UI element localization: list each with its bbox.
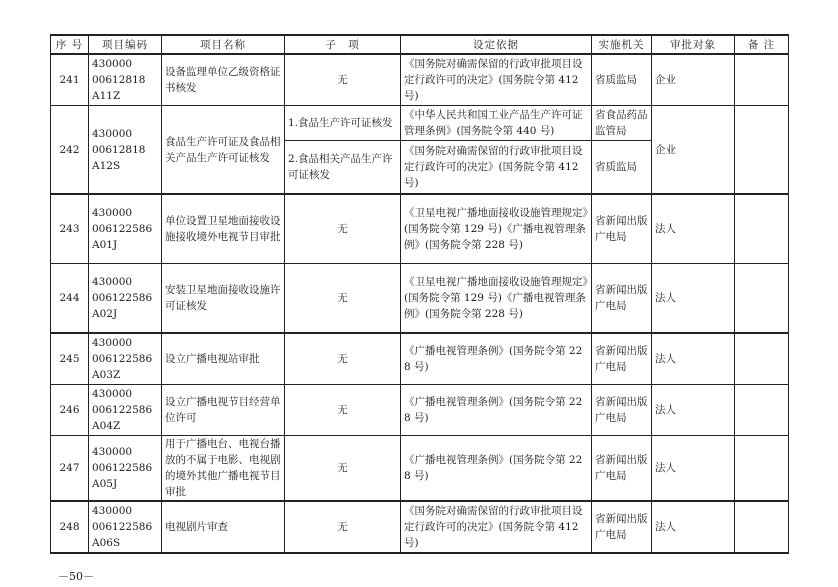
row-note xyxy=(735,436,789,502)
row-name: 设备监理单位乙级资格证书核发 xyxy=(162,54,285,106)
row-authority: 省新闻出版广电局 xyxy=(592,436,652,502)
table-row xyxy=(51,333,789,385)
table-row xyxy=(51,54,789,106)
table-row xyxy=(51,501,789,553)
row-target: 法人 xyxy=(652,194,735,264)
row-note xyxy=(735,106,789,195)
row-name: 设立广播电视站审批 xyxy=(162,333,285,385)
row-target: 法人 xyxy=(652,436,735,502)
row-code xyxy=(89,54,162,106)
row-code xyxy=(89,333,162,385)
header-target: 审批对象 xyxy=(652,35,735,54)
row-code xyxy=(89,264,162,334)
row-authority: 省质监局 xyxy=(592,54,652,106)
row-basis: 《广播电视管理条例》(国务院令第 228 号) xyxy=(401,385,592,436)
row-code-line: 430000 xyxy=(92,505,133,517)
row-code-line: A12S xyxy=(92,159,121,172)
row-sub: 无 xyxy=(285,501,401,553)
row-name: 电视剧片审查 xyxy=(162,501,285,553)
row-code-line: A01J xyxy=(92,239,118,251)
header-note: 备 注 xyxy=(735,35,789,54)
row-authority: 省新闻出版广电局 xyxy=(592,333,652,385)
row-note xyxy=(735,264,789,334)
row-basis: 《国务院对确需保留的行政审批项目设定行政许可的决定》(国务院令第 412 号) xyxy=(401,141,592,195)
table-body xyxy=(51,54,789,553)
row-target: 法人 xyxy=(652,385,735,436)
row-target: 企业 xyxy=(652,106,735,195)
row-code-line: 006122586 xyxy=(92,353,153,365)
row-sub: 1.食品生产许可证核发 xyxy=(285,106,401,141)
row-seq: 245 xyxy=(51,333,89,385)
row-seq: 242 xyxy=(51,106,89,195)
row-authority: 省新闻出版广电局 xyxy=(592,194,652,264)
row-code-line: 430000 xyxy=(92,58,133,70)
row-code-line: A05J xyxy=(92,478,118,490)
row-name: 设立广播电视节目经营单位许可 xyxy=(162,385,285,436)
row-target: 法人 xyxy=(652,333,735,385)
row-authority: 省新闻出版广电局 xyxy=(592,264,652,334)
header-authority: 实施机关 xyxy=(592,35,652,54)
header-basis: 设定依据 xyxy=(401,35,592,54)
row-code-line: 006122586 xyxy=(92,404,153,416)
row-code-line: A04Z xyxy=(92,420,121,432)
row-name: 单位设置卫星地面接收设施接收境外电视节目审批 xyxy=(162,194,285,264)
row-seq: 247 xyxy=(51,436,89,502)
row-code-line: 006122586 xyxy=(92,223,153,235)
row-code-line: 430000 xyxy=(92,127,133,140)
header-sub: 子 项 xyxy=(285,35,401,54)
row-basis: 《广播电视管理条例》(国务院令第 228 号) xyxy=(401,436,592,502)
row-name: 食品生产许可证及食品相关产品生产许可证核发 xyxy=(162,106,285,195)
row-code-line: A11Z xyxy=(92,90,121,102)
table-row xyxy=(51,264,789,334)
row-target: 企业 xyxy=(652,54,735,106)
row-code xyxy=(89,194,162,264)
row-code-line: 430000 xyxy=(92,388,133,400)
row-basis: 《国务院对确需保留的行政审批项目设定行政许可的决定》(国务院令第 412 号) xyxy=(401,54,592,106)
table-row xyxy=(51,436,789,502)
row-sub: 无 xyxy=(285,54,401,106)
row-seq: 244 xyxy=(51,264,89,334)
row-code-line: A03Z xyxy=(92,369,121,381)
row-seq: 241 xyxy=(51,54,89,106)
row-target: 法人 xyxy=(652,264,735,334)
row-code-line: 00612818 xyxy=(92,74,146,86)
row-seq: 243 xyxy=(51,194,89,264)
table-row xyxy=(51,194,789,264)
header-row xyxy=(51,35,789,54)
row-code xyxy=(89,436,162,502)
row-note xyxy=(735,333,789,385)
header-name: 项目名称 xyxy=(162,35,285,54)
header-code: 项目编码 xyxy=(89,35,162,54)
row-note xyxy=(735,385,789,436)
row-sub: 无 xyxy=(285,194,401,264)
table-row xyxy=(51,106,789,141)
row-code-line: 00612818 xyxy=(92,143,146,156)
row-target: 法人 xyxy=(652,501,735,553)
table-row xyxy=(51,385,789,436)
row-authority: 省新闻出版广电局 xyxy=(592,501,652,553)
row-sub: 无 xyxy=(285,436,401,502)
row-code-line: A06S xyxy=(92,537,121,549)
row-basis: 《国务院对确需保留的行政审批项目设定行政许可的决定》(国务院令第 412 号) xyxy=(401,501,592,553)
row-name: 安装卫星地面接收设施许可证核发 xyxy=(162,264,285,334)
row-code-line: 006122586 xyxy=(92,462,153,474)
row-code-line: 006122586 xyxy=(92,521,153,533)
row-note xyxy=(735,54,789,106)
row-seq: 248 xyxy=(51,501,89,553)
row-code-line: 430000 xyxy=(92,446,133,458)
row-sub: 无 xyxy=(285,385,401,436)
row-code-line: 430000 xyxy=(92,207,133,219)
row-sub: 无 xyxy=(285,333,401,385)
row-code xyxy=(89,106,162,195)
row-note xyxy=(735,501,789,553)
row-basis: 《卫星电视广播地面接收设施管理规定》(国务院令第 129 号)《广播电视管理条例》(国务院令第 228 号) xyxy=(401,194,592,264)
approval-items-table xyxy=(50,34,789,554)
row-authority: 省新闻出版广电局 xyxy=(592,385,652,436)
row-code-line: 430000 xyxy=(92,276,133,288)
row-basis: 《广播电视管理条例》(国务院令第 228 号) xyxy=(401,333,592,385)
row-code xyxy=(89,501,162,553)
row-code-line: 430000 xyxy=(92,337,133,349)
row-sub: 无 xyxy=(285,264,401,334)
row-basis: 《中华人民共和国工业产品生产许可证管理条例》(国务院令第 440 号) xyxy=(401,106,592,141)
row-seq: 246 xyxy=(51,385,89,436)
page-number: －50－ xyxy=(58,570,94,583)
row-note xyxy=(735,194,789,264)
row-authority: 省质监局 xyxy=(592,141,652,195)
row-code xyxy=(89,385,162,436)
row-code-line: A02J xyxy=(92,308,118,320)
row-authority: 省食品药品监管局 xyxy=(592,106,652,141)
header-seq: 序 号 xyxy=(51,35,89,54)
row-code-line: 006122586 xyxy=(92,292,153,304)
row-basis: 《卫星电视广播地面接收设施管理规定》(国务院令第 129 号)《广播电视管理条例》(国务院令第 228 号) xyxy=(401,264,592,334)
row-name: 用于广播电台、电视台播放的不属于电影、电视剧的境外其他广播电视节目审批 xyxy=(162,436,285,502)
row-sub: 2.食品相关产品生产许可证核发 xyxy=(285,141,401,195)
